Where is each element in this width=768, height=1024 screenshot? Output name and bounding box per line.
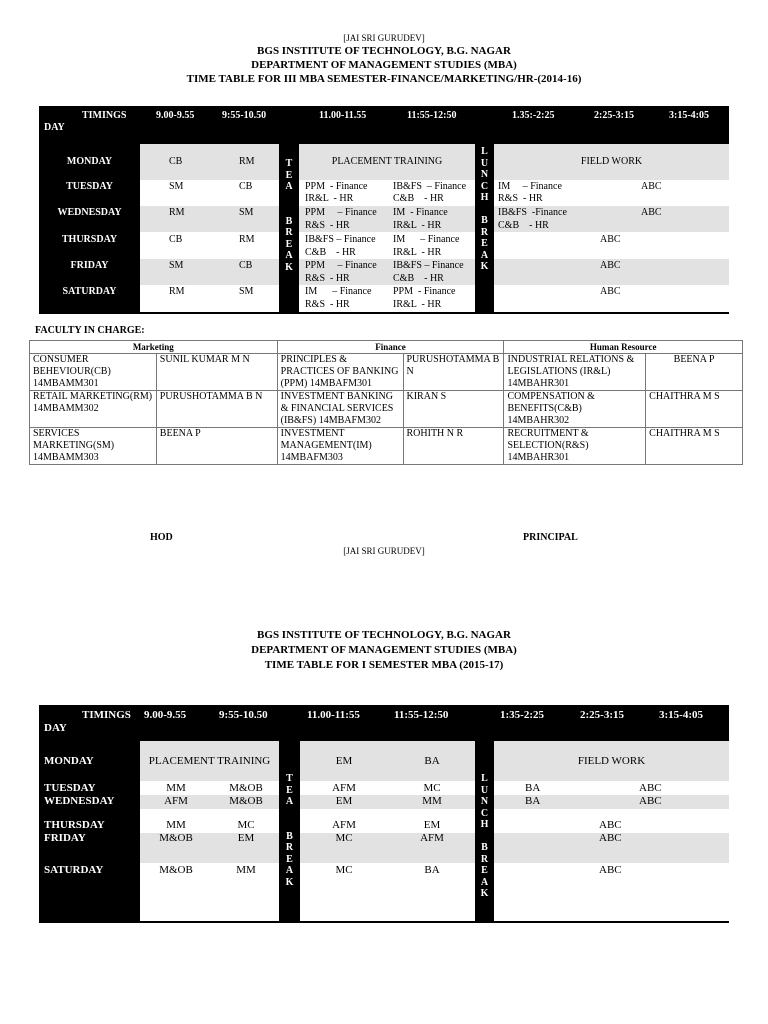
timetable-2	[39, 705, 729, 925]
cell-wed-5: BA	[525, 795, 541, 807]
field-work: FIELD WORK	[580, 156, 643, 167]
cell-sat-3: MC	[335, 864, 353, 876]
cell-tue-2: M&OB	[229, 782, 263, 794]
cell-tue-1: MM	[166, 782, 186, 794]
day-thursday: THURSDAY	[44, 819, 105, 831]
cell-thu-2: RM	[239, 234, 255, 245]
cell-thu-4: EM	[423, 819, 441, 831]
cell-sat-3b: R&S - HR	[305, 299, 350, 310]
lunch-break-label: L U N C H B R E A K	[480, 773, 489, 899]
principal-signature: PRINCIPAL	[523, 532, 578, 543]
cell-wed-abc: ABC	[639, 795, 662, 807]
faculty-cell: PURUSHOTAMMA B N	[403, 354, 504, 391]
day-tuesday: TUESDAY	[44, 782, 96, 794]
day-wednesday: WEDNESDAY	[57, 207, 122, 218]
cell-fri-1: M&OB	[159, 832, 193, 844]
cell-tue-3b: IR&L - HR	[305, 193, 354, 204]
header-finance: Finance	[277, 341, 504, 354]
subject-cell: PRINCIPLES & PRACTICES OF BANKING (PPM) 14MBAFM301	[277, 354, 403, 391]
timetable-1	[39, 106, 729, 316]
header-marketing: Marketing	[30, 341, 278, 354]
cell-fri-abc: ABC	[599, 832, 622, 844]
cell-tue-abc: ABC	[639, 782, 662, 794]
subject-cell: INVESTMENT MANAGEMENT(IM) 14MBAFM303	[277, 428, 403, 465]
cell-fri-abc: ABC	[600, 260, 621, 271]
cell-sat-1: M&OB	[159, 864, 193, 876]
cell-wed-1: RM	[169, 207, 185, 218]
placement-training: PLACEMENT TRAINING	[148, 755, 271, 767]
cell-thu-4b: IR&L - HR	[393, 247, 442, 258]
faculty-cell: PURUSHOTAMMA B N	[156, 391, 277, 428]
timings-label: TIMINGS	[82, 709, 131, 721]
cell-tue-1: SM	[169, 181, 184, 192]
cell-fri-4b: C&B - HR	[393, 273, 444, 284]
faculty-cell: ROHITH N R	[403, 428, 504, 465]
subject-cell: RECRUITMENT & SELECTION(R&S) 14MBAHR301	[504, 428, 646, 465]
day-tuesday: TUESDAY	[66, 181, 113, 192]
cell-tue-2: CB	[239, 181, 253, 192]
cell-tue-4b: C&B - HR	[393, 193, 444, 204]
cell-thu-1: MM	[166, 819, 186, 831]
slot-header: 11:55-12:50	[394, 709, 449, 721]
cell-sat-4a: PPM - Finance	[393, 286, 456, 297]
subject-cell: RETAIL MARKETING(RM) 14MBAMM302	[30, 391, 157, 428]
slot-header: 11.00-11.55	[319, 110, 367, 121]
cell-sat-3a: IM – Finance	[305, 286, 372, 297]
subject-cell: CONSUMER BEHEVIOUR(CB) 14MBAMM301	[30, 354, 157, 391]
cell-wed-2: SM	[239, 207, 254, 218]
cell-fri-3b: R&S - HR	[305, 273, 350, 284]
day-label: DAY	[44, 722, 67, 734]
cell-wed-1: AFM	[164, 795, 188, 807]
faculty-cell: KIRAN S	[403, 391, 504, 428]
slot-header: 9.00-9.55	[144, 709, 187, 721]
cell-fri-1: SM	[169, 260, 184, 271]
tea-break-label: T E A B R E A K	[285, 773, 294, 888]
faculty-table	[29, 340, 743, 465]
motto-2: [JAI SRI GURUDEV]	[343, 546, 425, 556]
faculty-title: FACULTY IN CHARGE:	[35, 325, 145, 336]
cell-mon-3: EM	[335, 755, 353, 767]
slot-header: 2:25-3:15	[580, 709, 624, 721]
day-label: DAY	[44, 122, 65, 133]
field-work: FIELD WORK	[577, 755, 646, 767]
cell-fri-4: AFM	[420, 832, 444, 844]
slot-header: 11:55-12:50	[407, 110, 457, 121]
cell-fri-2: CB	[239, 260, 253, 271]
header-hr: Human Resource	[504, 341, 743, 354]
hod-signature: HOD	[150, 532, 173, 543]
table-row	[30, 354, 743, 391]
cell-wed-3: EM	[335, 795, 353, 807]
cell-wed-4a: IM - Finance	[393, 207, 448, 218]
cell-thu-3: AFM	[332, 819, 356, 831]
cell-tue-abc: ABC	[641, 181, 662, 192]
cell-sat-4b: IR&L - HR	[393, 299, 442, 310]
day-thursday: THURSDAY	[61, 234, 118, 245]
slot-header: 1.35:-2:25	[512, 110, 555, 121]
cell-thu-4a: IM – Finance	[393, 234, 460, 245]
cell-wed-2: M&OB	[229, 795, 263, 807]
day-monday: MONDAY	[44, 755, 94, 767]
cell-wed-3b: R&S - HR	[305, 220, 350, 231]
day-friday: FRIDAY	[70, 260, 109, 271]
day-saturday: SATURDAY	[44, 864, 104, 876]
day-monday: MONDAY	[66, 156, 113, 167]
cell-wed-3a: PPM – Finance	[305, 207, 377, 218]
cell-sat-abc: ABC	[599, 864, 622, 876]
faculty-cell: CHAITHRA M S	[646, 391, 743, 428]
cell-tue-5: BA	[525, 782, 541, 794]
slot-header: 9.00-9.55	[156, 110, 195, 121]
cell-thu-abc: ABC	[599, 819, 622, 831]
cell-tue-3a: PPM - Finance	[305, 181, 368, 192]
placement-training: PLACEMENT TRAINING	[331, 156, 443, 167]
slot-header: 9:55-10.50	[222, 110, 267, 121]
timetable-title-2: TIME TABLE FOR I SEMESTER MBA (2015-17)	[264, 659, 504, 671]
table-row	[30, 428, 743, 465]
cell-thu-3b: C&B - HR	[305, 247, 356, 258]
day-friday: FRIDAY	[44, 832, 86, 844]
cell-sat-abc: ABC	[600, 286, 621, 297]
cell-thu-2: MC	[237, 819, 255, 831]
subject-cell: INVESTMENT BANKING & FINANCIAL SERVICES (IB&FS) 14MBAFM302	[277, 391, 403, 428]
timings-label: TIMINGS	[82, 110, 127, 121]
slot-header: 11.00-11:55	[307, 709, 360, 721]
cell-mon-1: CB	[169, 156, 183, 167]
cell-tue-3: AFM	[332, 782, 356, 794]
slot-header: 3:15-4:05	[669, 110, 709, 121]
motto-1: [JAI SRI GURUDEV]	[343, 33, 425, 43]
cell-fri-3a: PPM – Finance	[305, 260, 377, 271]
cell-tue-4: MC	[423, 782, 441, 794]
day-wednesday: WEDNESDAY	[44, 795, 115, 807]
cell-wed-4: MM	[422, 795, 442, 807]
table-row	[30, 391, 743, 428]
timetable-title-1: TIME TABLE FOR III MBA SEMESTER-FINANCE/MARKETING/HR-(2014-16)	[186, 73, 582, 85]
slot-header: 1:35-2:25	[500, 709, 544, 721]
cell-sat-4: BA	[424, 864, 440, 876]
department-name-2: DEPARTMENT OF MANAGEMENT STUDIES (MBA)	[251, 644, 517, 656]
subject-cell: INDUSTRIAL RELATIONS & LEGISLATIONS (IR&L) 14MBAHR301	[504, 354, 646, 391]
day-saturday: SATURDAY	[62, 286, 117, 297]
cell-tue-5a: IM – Finance	[498, 181, 562, 192]
cell-tue-4a: IB&FS – Finance	[393, 181, 467, 192]
cell-sat-2: SM	[239, 286, 254, 297]
institute-name-1: BGS INSTITUTE OF TECHNOLOGY, B.G. NAGAR	[257, 45, 511, 57]
subject-cell: COMPENSATION & BENEFITS(C&B) 14MBAHR302	[504, 391, 646, 428]
slot-header: 2:25-3:15	[594, 110, 634, 121]
cell-fri-4a: IB&FS – Finance	[393, 260, 464, 271]
cell-wed-5a: IB&FS -Finance	[498, 207, 567, 218]
slot-header: 9:55-10.50	[219, 709, 268, 721]
cell-thu-abc: ABC	[600, 234, 621, 245]
lunch-break-label: L U N C H B R E A K	[480, 146, 489, 272]
tea-break-label: T E A B R E A K	[285, 158, 293, 273]
faculty-cell: BEENA P	[156, 428, 277, 465]
cell-wed-5b: C&B - HR	[498, 220, 549, 231]
subject-cell: SERVICES MARKETING(SM) 14MBAMM303	[30, 428, 157, 465]
cell-mon-2: RM	[239, 156, 255, 167]
cell-sat-2: MM	[236, 864, 256, 876]
cell-wed-abc: ABC	[641, 207, 662, 218]
cell-fri-3: MC	[335, 832, 353, 844]
faculty-cell: CHAITHRA M S	[646, 428, 743, 465]
institute-name-2: BGS INSTITUTE OF TECHNOLOGY, B.G. NAGAR	[257, 629, 511, 641]
cell-tue-5b: R&S - HR	[498, 193, 543, 204]
faculty-cell: BEENA P	[646, 354, 743, 391]
cell-thu-1: CB	[169, 234, 183, 245]
department-name-1: DEPARTMENT OF MANAGEMENT STUDIES (MBA)	[251, 59, 517, 71]
cell-wed-4b: IR&L - HR	[393, 220, 442, 231]
cell-fri-2: EM	[237, 832, 255, 844]
slot-header: 3:15-4:05	[659, 709, 703, 721]
cell-sat-1: RM	[169, 286, 185, 297]
cell-thu-3a: IB&FS – Finance	[305, 234, 376, 245]
faculty-cell: SUNIL KUMAR M N	[156, 354, 277, 391]
cell-mon-4: BA	[424, 755, 440, 767]
